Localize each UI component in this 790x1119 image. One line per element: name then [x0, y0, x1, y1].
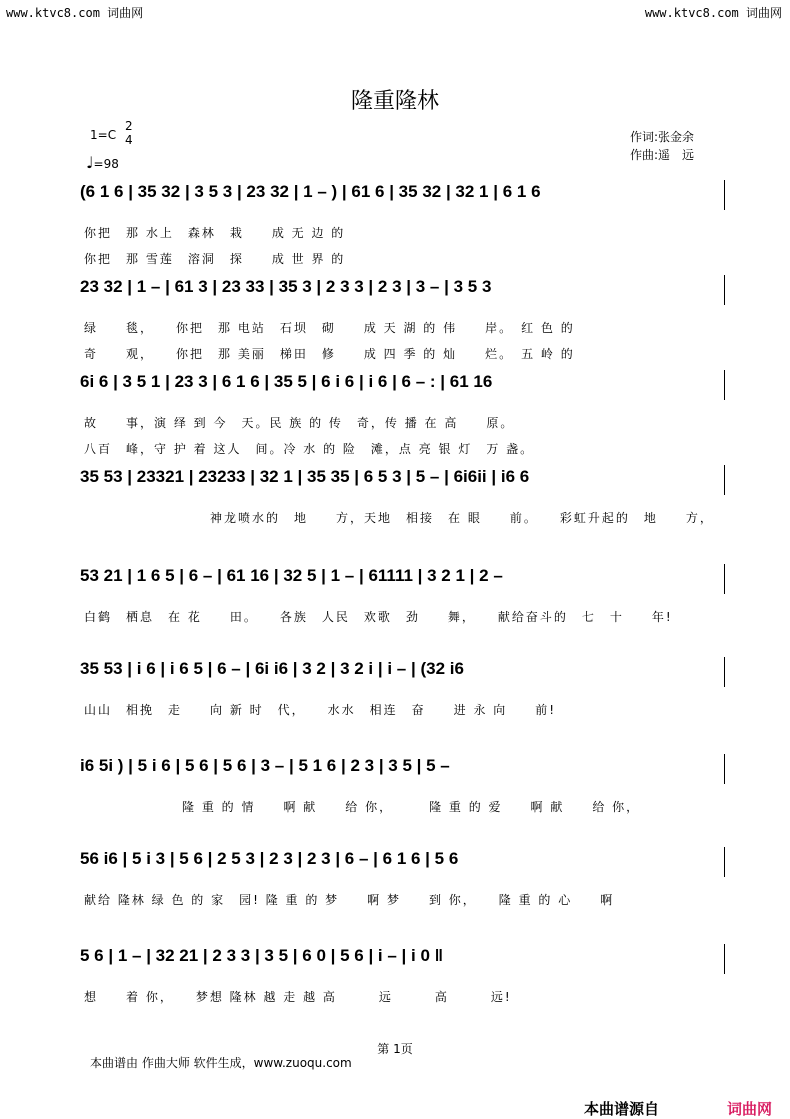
- line-end-barline: [724, 847, 725, 877]
- key-signature: 1=C: [90, 128, 117, 142]
- song-title: 隆重隆林: [350, 89, 439, 114]
- notation-line-6: 35 53 | i 6 | i 6 5 | 6 – | 6i i6 | 3 2 | 3 2 i | i – | (32 i6: [80, 659, 464, 678]
- notation-line-9: 5 6 | 1 – | 32 21 | 2 3 3 | 3 5 | 6 0 | 5 6 | i – | i 0 ‖: [80, 946, 444, 965]
- line-end-barline: [724, 657, 725, 687]
- line-end-barline: [724, 275, 725, 305]
- time-signature: [125, 119, 133, 147]
- lyric-line-1-2: 你把 那 雪莲 溶洞 探 成 世 界 的: [84, 252, 346, 266]
- time-signature-numerator: 2: [125, 119, 133, 133]
- software-credit: 本曲谱由 作曲大师 软件生成，www.zuoqu.com: [90, 1056, 352, 1070]
- time-signature-denominator: 4: [125, 133, 133, 147]
- lyric-line-6-1: 山山 相挽 走 向 新 时 代， 水水 相连 奋 进 永 向 前!: [84, 703, 557, 717]
- tempo-value: =98: [93, 157, 119, 171]
- composer-credit: 作曲:遥 远: [630, 148, 695, 162]
- line-end-barline: [724, 944, 725, 974]
- site-header-right: www.ktvc8.com 词曲网: [644, 6, 782, 20]
- page-number: 第 1页: [377, 1042, 413, 1056]
- line-end-barline: [724, 465, 725, 495]
- notation-line-5: 53 21 | 1 6 5 | 6 – | 61 16 | 32 5 | 1 – | 61111 | 3 2 1 | 2 –: [80, 566, 503, 585]
- lyric-line-9-1: 想 着 你， 梦想 隆林 越 走 越 高 远 高 远!: [84, 990, 512, 1004]
- lyric-line-4-1: 神龙喷水的 地 方，天地 相接 在 眼 前。 彩虹升起的 地 方，: [84, 511, 714, 525]
- source-label: 本曲谱源自: [584, 1100, 660, 1118]
- lyric-line-2-2: 奇 观， 你把 那 美丽 梯田 修 成 四 季 的 灿 烂。 五 岭 的: [84, 347, 575, 361]
- lyric-line-8-1: 献给 隆林 绿 色 的 家 园! 隆 重 的 梦 啊 梦 到 你， 隆 重 的 心 啊: [84, 893, 615, 907]
- lyric-line-7-1: 隆 重 的 情 啊 献 给 你， 隆 重 的 爱 啊 献 给 你，: [84, 800, 641, 814]
- lyricist-credit: 作词:张金余: [630, 130, 695, 144]
- ciquwang-logo: 词曲网: [727, 1100, 773, 1118]
- line-end-barline: [724, 180, 725, 210]
- lyric-line-1-1: 你把 那 水上 森林 栽 成 无 边 的: [84, 226, 346, 240]
- line-end-barline: [724, 754, 725, 784]
- lyric-line-5-1: 白鹤 栖息 在 花 田。 各族 人民 欢歌 劲 舞， 献给奋斗的 七 十 年!: [84, 610, 673, 624]
- line-end-barline: [724, 370, 725, 400]
- notation-line-7: i6 5i ) | 5 i 6 | 5 6 | 5 6 | 3 – | 5 1 6 | 2 3 | 3 5 | 5 –: [80, 756, 450, 775]
- quarter-note-icon: ♩: [86, 153, 94, 172]
- tempo-marking: [86, 153, 119, 172]
- lyric-line-3-2: 八百 峰，守 护 着 这人 间。冷 水 的 险 滩，点 亮 银 灯 万 盏。: [84, 442, 535, 456]
- line-end-barline: [724, 564, 725, 594]
- notation-line-2: 23 32 | 1 – | 61 3 | 23 33 | 35 3 | 2 3 3 | 2 3 | 3 – | 3 5 3: [80, 277, 492, 296]
- site-header-left: www.ktvc8.com 词曲网: [6, 6, 144, 20]
- lyric-line-2-1: 绿 毯， 你把 那 电站 石坝 砌 成 天 湖 的 伟 岸。 红 色 的: [84, 321, 575, 335]
- lyric-line-3-1: 故 事，演 绎 到 今 天。民 族 的 传 奇，传 播 在 高 原。: [84, 416, 515, 430]
- notation-line-8: 56 i6 | 5 i 3 | 5 6 | 2 5 3 | 2 3 | 2 3 | 6 – | 6 1 6 | 5 6: [80, 849, 459, 868]
- notation-line-1: (6 1 6 | 35 32 | 3 5 3 | 23 32 | 1 – ) | 61 6 | 35 32 | 32 1 | 6 1 6: [80, 182, 541, 201]
- notation-line-4: 35 53 | 23321 | 23233 | 32 1 | 35 35 | 6 5 3 | 5 – | 6i6ii | i6 6: [80, 467, 530, 486]
- notation-line-3: 6i 6 | 3 5 1 | 23 3 | 6 1 6 | 35 5 | 6 i 6 | i 6 | 6 – : | 61 16: [80, 372, 493, 391]
